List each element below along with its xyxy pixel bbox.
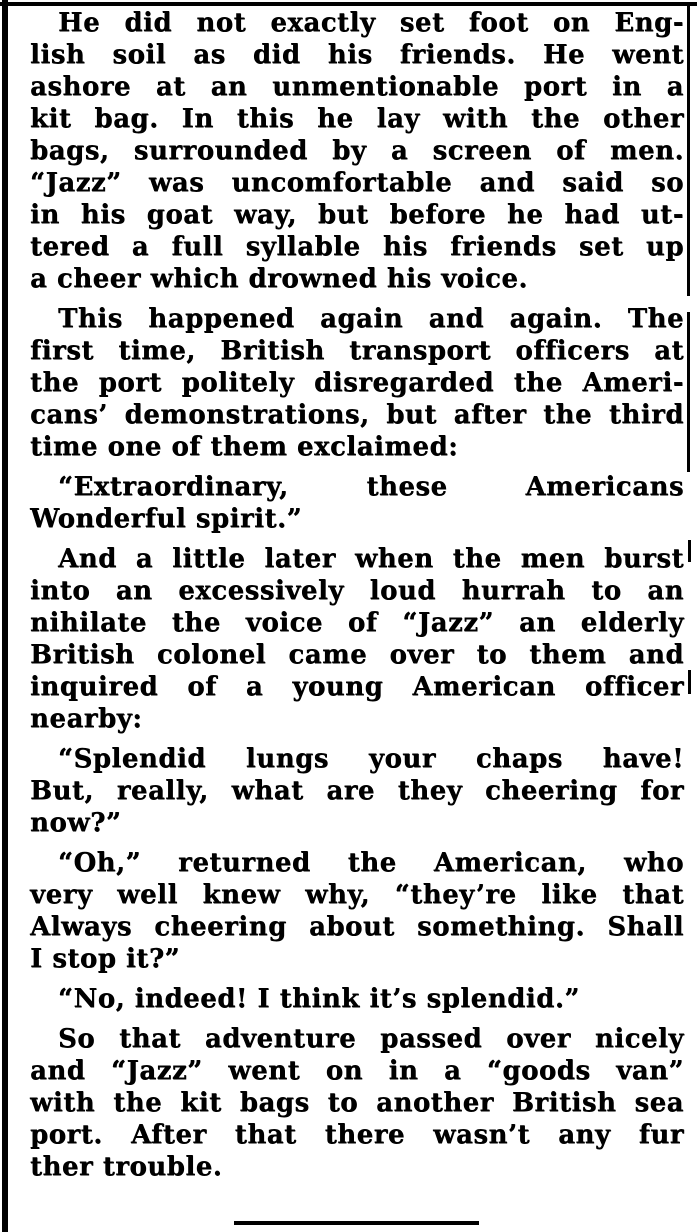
text-line: a cheer which drowned his voice. bbox=[30, 264, 528, 294]
right-column-rule bbox=[688, 670, 691, 694]
text-line: and “Jazz” went on in a “goods van” bbox=[30, 1056, 684, 1086]
paragraph bbox=[30, 735, 684, 839]
text-line: cans’ demonstrations, but after the third bbox=[30, 400, 684, 430]
text-line: nearby: bbox=[30, 704, 143, 734]
text-line: with the kit bags to another British sea bbox=[30, 1088, 684, 1118]
text-line: port. After that there wasn’t any fur bbox=[30, 1120, 684, 1150]
text-line: ther trouble. bbox=[30, 1152, 223, 1182]
text-line: And a little later when the men burst bbox=[58, 544, 684, 574]
text-line: Wonderful spirit.” bbox=[30, 504, 303, 534]
text-line: I stop it?” bbox=[30, 944, 181, 974]
text-line: very well knew why, “they’re like that bbox=[30, 880, 684, 910]
right-column-rule bbox=[687, 6, 690, 296]
paragraph bbox=[30, 1015, 684, 1183]
paragraph bbox=[30, 535, 684, 735]
article-column bbox=[30, 7, 684, 1183]
top-column-rule bbox=[0, 2, 697, 6]
text-line: in his goat way, but before he had ut- bbox=[30, 200, 684, 230]
text-line: “Jazz” was uncomfortable and said so bbox=[30, 168, 684, 198]
text-line: lish soil as did his friends. He went bbox=[30, 40, 684, 70]
text-line: tered a full syllable his friends set up bbox=[30, 232, 684, 262]
paragraph bbox=[30, 7, 684, 295]
text-line: now?” bbox=[30, 808, 122, 838]
paragraph bbox=[30, 295, 684, 463]
text-line: first time, British transport officers at bbox=[30, 336, 684, 366]
text-line: nihilate the voice of “Jazz” an elderly bbox=[30, 608, 684, 638]
right-column-rule bbox=[688, 540, 691, 562]
text-line: “Oh,” returned the American, who bbox=[58, 848, 684, 878]
text-line: the port politely disregarded the Ameri- bbox=[30, 368, 684, 398]
text-line: But, really, what are they cheering for bbox=[30, 776, 684, 806]
text-line: ashore at an unmentionable port in a bbox=[30, 72, 684, 102]
text-line: Always cheering about something. Shall bbox=[30, 912, 684, 942]
bottom-separator-rule bbox=[234, 1221, 479, 1225]
text-line: inquired of a young American officer bbox=[30, 672, 684, 702]
text-line: This happened again and again. The bbox=[58, 304, 684, 334]
text-line: kit bag. In this he lay with the other bbox=[30, 104, 684, 134]
text-line: “Splendid lungs your chaps have! bbox=[58, 744, 684, 774]
text-line: “No, indeed! I think it’s splendid.” bbox=[58, 984, 580, 1014]
paragraph bbox=[30, 463, 684, 535]
text-line: So that adventure passed over nicely bbox=[58, 1024, 684, 1054]
left-column-rule bbox=[2, 0, 8, 1232]
right-column-rule bbox=[687, 312, 690, 472]
paragraph bbox=[30, 839, 684, 975]
text-line: He did not exactly set foot on Eng- bbox=[58, 8, 684, 38]
text-line: time one of them exclaimed: bbox=[30, 432, 459, 462]
paragraph bbox=[30, 975, 684, 1015]
text-line: bags, surrounded by a screen of men. bbox=[30, 136, 684, 166]
text-line: “Extraordinary, these Americans bbox=[58, 472, 684, 502]
text-line: British colonel came over to them and bbox=[30, 640, 684, 670]
text-line: into an excessively loud hurrah to an bbox=[30, 576, 684, 606]
